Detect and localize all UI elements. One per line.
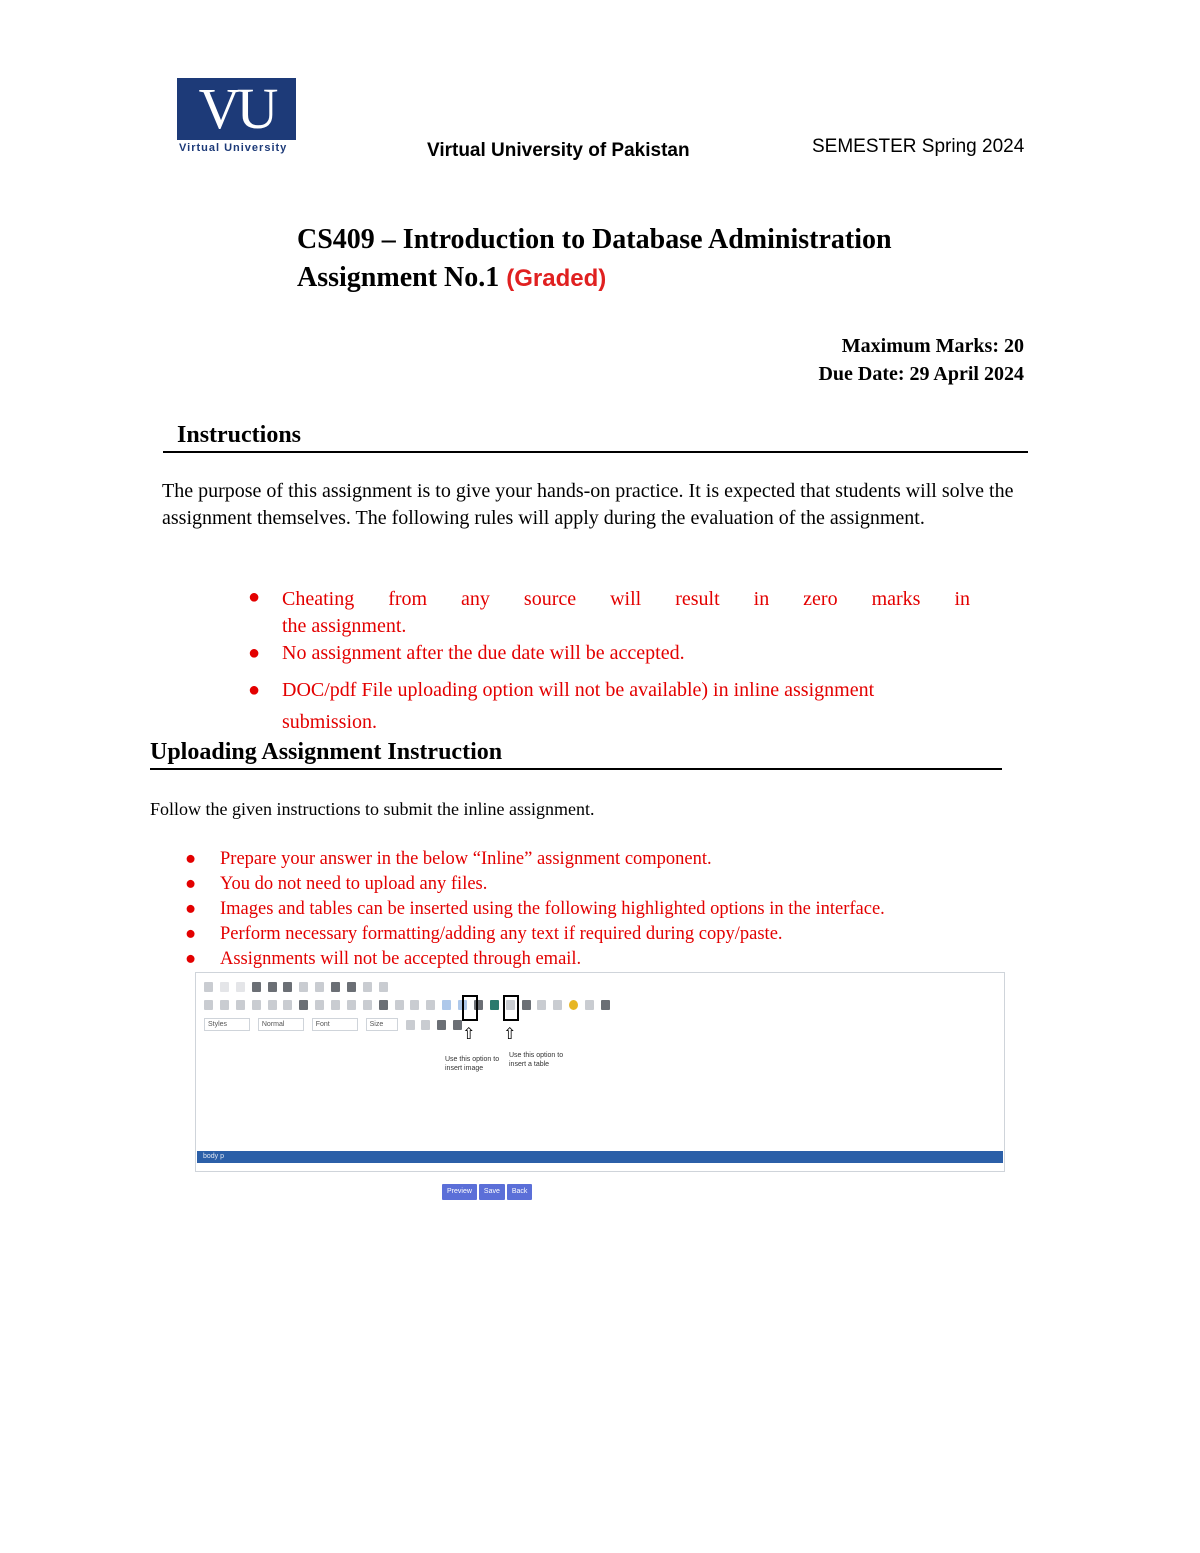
editor-screenshot [195, 972, 1005, 1172]
course-title: CS409 – Introduction to Database Administration [297, 224, 892, 255]
step-text: Assignments will not be accepted through email. [220, 949, 582, 969]
subscript-icon[interactable] [268, 1000, 277, 1010]
cut-icon[interactable] [220, 982, 229, 992]
step-text: You do not need to upload any files. [220, 874, 488, 894]
toolbar-row-3 [204, 1018, 466, 1032]
maximize-icon[interactable] [437, 1020, 446, 1030]
semester-label: SEMESTER Spring 2024 [812, 136, 1025, 157]
assignment-title [297, 262, 606, 294]
bold-icon[interactable] [204, 1000, 213, 1010]
spellcheck-icon[interactable] [379, 982, 388, 992]
bullet-icon: ● [185, 949, 197, 969]
list-item [185, 897, 1025, 922]
editor-status-bar: body p [197, 1151, 1003, 1163]
logo-letters: VU [198, 76, 275, 141]
bullet-icon: ● [185, 924, 197, 944]
steps-list [185, 847, 1025, 972]
logo-subtitle: Virtual University [179, 142, 288, 154]
arrow-up-icon: ⇧ [503, 1024, 517, 1043]
step-text: Prepare your answer in the below “Inline” assignment component. [220, 849, 712, 869]
text-color-icon[interactable] [406, 1020, 415, 1030]
undo-icon[interactable] [299, 982, 308, 992]
outdent-icon[interactable] [347, 1000, 356, 1010]
indent-icon[interactable] [363, 1000, 372, 1010]
divider [163, 451, 1028, 453]
back-button[interactable]: Back [507, 1184, 533, 1200]
university-name: Virtual University of Pakistan [427, 140, 690, 161]
bullet-icon: ● [248, 641, 261, 664]
step-text: Images and tables can be inserted using the following highlighted options in the interface. [220, 899, 885, 919]
italic-icon[interactable] [220, 1000, 229, 1010]
list-item [185, 922, 1025, 947]
list-item [248, 640, 970, 666]
purpose-paragraph: The purpose of this assignment is to give your hands-on practice. It is expected that students will solve the assignment themselves. The following rules will apply during the evaluation of the assignment. [162, 480, 1014, 529]
rule-text: No assignment after the due date will be accepted. [282, 641, 685, 664]
toolbar-row-1 [204, 982, 392, 996]
rule-text: submission. [282, 710, 378, 733]
upload-intro: Follow the given instructions to submit the inline assignment. [150, 799, 595, 819]
numbered-list-icon[interactable] [315, 1000, 324, 1010]
rule-text: the assignment. [282, 614, 407, 637]
bulleted-list-icon[interactable] [331, 1000, 340, 1010]
list-item [248, 586, 970, 639]
justify-icon[interactable] [442, 1000, 451, 1010]
bullet-icon: ● [185, 849, 197, 869]
paste-word-icon[interactable] [283, 982, 292, 992]
paste-text-icon[interactable] [268, 982, 277, 992]
logo-emblem [177, 78, 296, 140]
arrow-up-icon: ⇧ [462, 1024, 476, 1043]
bg-color-icon[interactable] [421, 1020, 430, 1030]
remove-format-icon[interactable] [299, 1000, 308, 1010]
rules-list [248, 586, 970, 738]
align-right-icon[interactable] [426, 1000, 435, 1010]
find-icon[interactable] [331, 982, 340, 992]
align-left-icon[interactable] [395, 1000, 404, 1010]
preview-button[interactable]: Preview [442, 1184, 477, 1200]
table-icon[interactable] [537, 1000, 546, 1010]
copy-icon[interactable] [236, 982, 245, 992]
rule-text: Cheating from any source will result in zero marks in [282, 588, 970, 610]
flag-icon[interactable] [601, 1000, 610, 1010]
help-icon[interactable] [453, 1020, 462, 1030]
vu-logo [177, 78, 297, 158]
rule-text: DOC/pdf File uploading option will not be available) in inline assignment [282, 678, 875, 701]
bullet-icon: ● [185, 874, 197, 894]
blockquote-icon[interactable] [379, 1000, 388, 1010]
align-center-icon[interactable] [410, 1000, 419, 1010]
bullet-icon: ● [248, 678, 261, 701]
divider [150, 768, 1002, 770]
step-text: Perform necessary formatting/adding any text if required during copy/paste. [220, 924, 783, 944]
font-dropdown[interactable]: Font [312, 1018, 358, 1031]
list-item [185, 847, 1025, 872]
due-date: Due Date: 29 April 2024 [818, 363, 1024, 385]
table-highlight [503, 995, 519, 1021]
strike-icon[interactable] [252, 1000, 261, 1010]
redo-icon[interactable] [315, 982, 324, 992]
graded-label: (Graded) [506, 265, 607, 292]
table-option-note: Use this option to insert a table [509, 1052, 564, 1068]
styles-dropdown[interactable]: Styles [204, 1018, 250, 1031]
bullet-icon: ● [185, 899, 197, 919]
upload-heading: Uploading Assignment Instruction [150, 739, 503, 765]
toolbar-row-2 [204, 1000, 614, 1014]
underline-icon[interactable] [236, 1000, 245, 1010]
list-item [185, 947, 1025, 972]
special-char-icon[interactable] [585, 1000, 594, 1010]
bullet-icon: ● [248, 586, 261, 608]
maximum-marks: Maximum Marks: 20 [841, 335, 1024, 357]
smiley-icon[interactable] [569, 1000, 578, 1010]
sum-icon[interactable] [522, 1000, 531, 1010]
editor-buttons [442, 1180, 534, 1200]
horizontal-line-icon[interactable] [553, 1000, 562, 1010]
image-option-note: Use this option to insert image [445, 1056, 500, 1072]
size-dropdown[interactable]: Size [366, 1018, 398, 1031]
format-dropdown[interactable]: Normal [258, 1018, 304, 1031]
list-item [248, 674, 970, 738]
select-all-icon[interactable] [363, 982, 372, 992]
list-item [185, 872, 1025, 897]
new-page-icon[interactable] [204, 982, 213, 992]
save-button[interactable]: Save [479, 1184, 505, 1200]
instructions-heading: Instructions [177, 422, 302, 448]
superscript-icon[interactable] [283, 1000, 292, 1010]
paste-icon[interactable] [252, 982, 261, 992]
replace-icon[interactable] [347, 982, 356, 992]
image-highlight [462, 995, 478, 1021]
assignment-number: Assignment No.1 [297, 262, 507, 293]
image-icon[interactable] [490, 1000, 499, 1010]
